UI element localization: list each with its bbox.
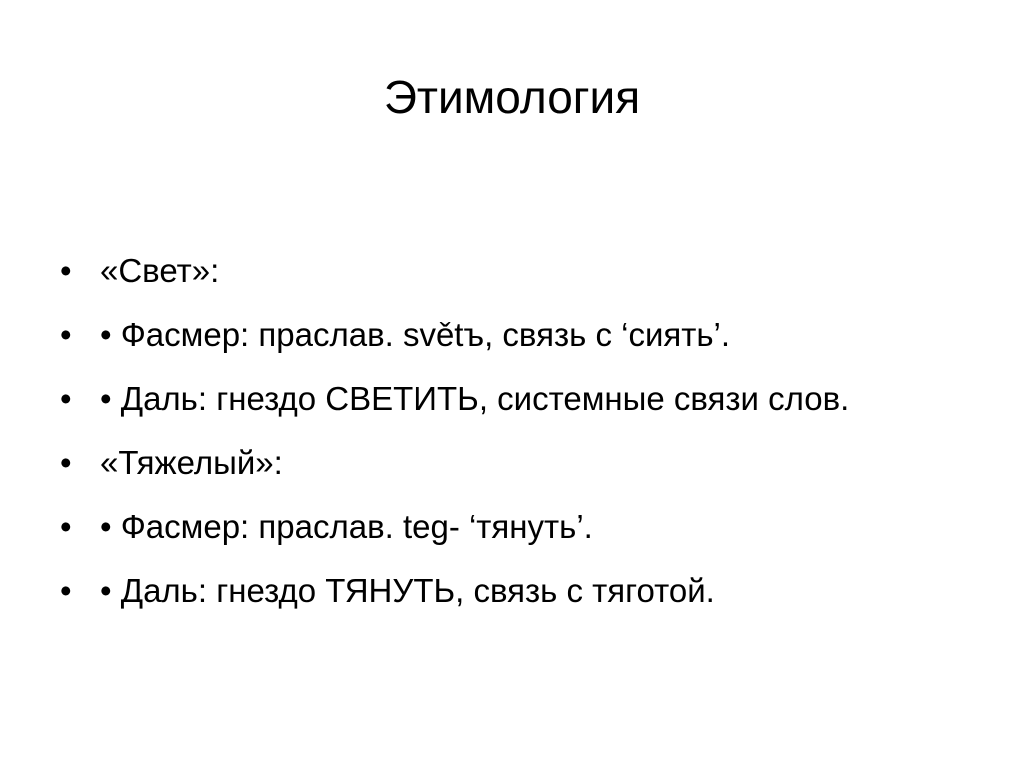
list-item — [60, 506, 960, 548]
bullet-icon: • — [60, 508, 72, 545]
bullet-icon: • — [60, 252, 72, 289]
list-item-text: • Фасмер: праслав. světъ, связь с ‘сиять’. — [100, 316, 731, 353]
bullet-icon: • — [60, 572, 72, 609]
bullet-list — [60, 250, 960, 634]
list-item — [60, 250, 960, 292]
list-item-text: «Свет»: — [100, 252, 220, 289]
list-item — [60, 378, 960, 420]
slide-title: Этимология — [383, 71, 641, 123]
list-item-text: • Даль: гнездо СВЕТИТЬ, системные связи слов. — [100, 380, 850, 417]
list-item-text: • Даль: гнездо ТЯНУТЬ, связь с тяготой. — [100, 572, 715, 609]
bullet-icon: • — [60, 444, 72, 481]
list-item-text: «Тяжелый»: — [100, 444, 283, 481]
list-item — [60, 570, 960, 612]
bullet-icon: • — [60, 380, 72, 417]
list-item-text: • Фасмер: праслав. teg- ‘тянуть’. — [100, 508, 593, 545]
list-item — [60, 314, 960, 356]
list-item — [60, 442, 960, 484]
bullet-icon: • — [60, 316, 72, 353]
